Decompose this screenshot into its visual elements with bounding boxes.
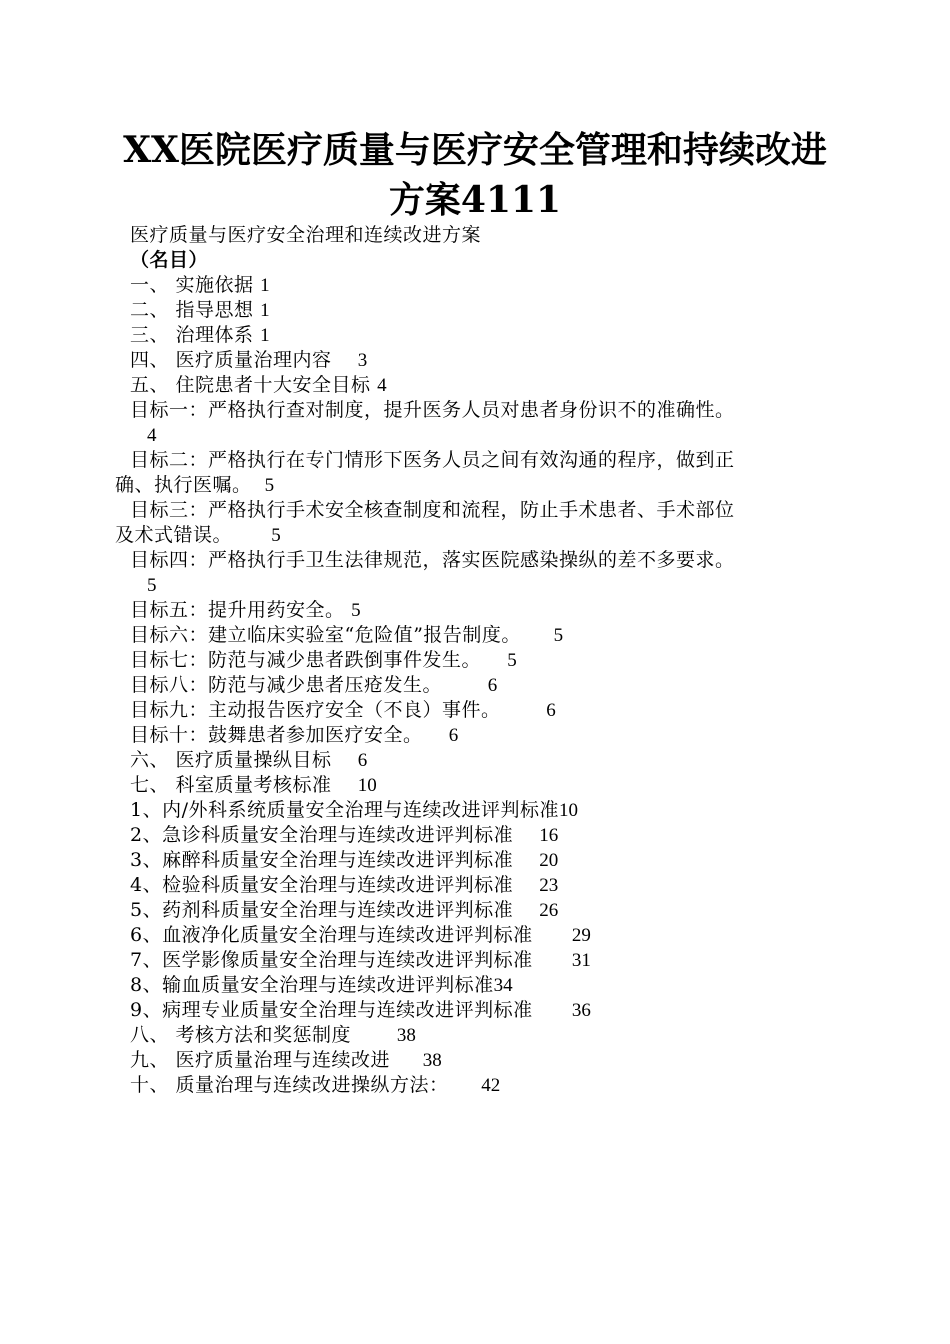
toc-entry-page: 5 [507,650,517,671]
toc-entry-page: 4 [147,425,157,446]
toc-heading: （名目） [130,249,209,271]
toc-entry[interactable] [115,1073,835,1098]
toc-entry-text: 目标七：防范与减少患者跌倒事件发生。 [130,649,482,671]
toc-entry-continuation [115,473,835,498]
toc-entry-continuation [115,573,835,598]
toc-entry-page: 6 [487,675,498,696]
toc-entry-page: 10 [357,775,377,796]
toc-entry-page: 29 [571,925,591,946]
toc-entry-text: 6、血液净化质量安全治理与连续改进评判标准 [130,924,533,946]
toc-entry-text: 目标八：防范与减少患者压疮发生。 [130,674,443,696]
toc-entry[interactable] [115,448,835,473]
toc-entry-text: 5、药剂科质量安全治理与连续改进评判标准 [130,899,514,921]
toc-entry-page: 4 [377,375,387,396]
toc-entry-text: 3、麻醉科质量安全治理与连续改进评判标准 [130,849,514,871]
toc-entry[interactable] [115,723,835,748]
toc-entry[interactable] [115,273,835,298]
table-of-contents [115,223,835,1098]
toc-entry-page: 38 [396,1025,416,1046]
toc-entry-page: 5 [264,475,275,496]
toc-entry-page: 10 [559,800,578,821]
toc-entry[interactable] [115,498,835,523]
toc-entry[interactable] [115,773,835,798]
toc-entry[interactable] [115,898,835,923]
toc-entry-text: 及术式错误。 [115,524,233,546]
toc-entry[interactable] [115,298,835,323]
toc-entry[interactable] [115,748,835,773]
toc-entry-text: 二、 指导思想 [130,299,254,321]
toc-entry-page: 16 [539,825,559,846]
toc-entry[interactable] [115,798,835,823]
toc-entry-text: 九、 医疗质量治理与连续改进 [130,1049,391,1071]
toc-entry-text: 1、内/外科系统质量安全治理与连续改进评判标准 [130,799,559,821]
toc-entry-page: 20 [539,850,559,871]
toc-entry[interactable] [115,948,835,973]
toc-entry-text: 8、输血质量安全治理与连续改进评判标准 [130,974,494,996]
toc-entry[interactable] [115,923,835,948]
toc-entry-text: 目标十：鼓舞患者参加医疗安全。 [130,724,423,746]
toc-entry[interactable] [115,348,835,373]
toc-entry-page: 6 [357,750,368,771]
toc-entry-text: 六、 医疗质量操纵目标 [130,749,332,771]
toc-entry-text: 三、 治理体系 [130,324,254,346]
toc-entry-text: 2、急诊科质量安全治理与连续改进评判标准 [130,824,514,846]
toc-entry-page: 1 [260,275,270,296]
document-subtitle: 医疗质量与医疗安全治理和连续改进方案 [130,224,482,246]
toc-entry-page: 5 [271,525,281,546]
toc-entry-page: 23 [539,875,559,896]
toc-entry[interactable] [115,698,835,723]
toc-entry-page: 3 [357,350,368,371]
toc-entry-text: 目标四：严格执行手卫生法律规范，落实医院感染操纵的差不多要求。 [130,549,735,571]
toc-entry-continuation [115,423,835,448]
toc-entry-page: 38 [422,1050,442,1071]
document-title-line-2: 方案4111 [388,179,562,221]
toc-entry-page: 5 [147,575,157,596]
toc-entry-page: 36 [571,1000,591,1021]
toc-entry-text: 9、病理专业质量安全治理与连续改进评判标准 [130,999,533,1021]
toc-entry-text: 七、 科室质量考核标准 [130,774,332,796]
toc-entry-text: 目标二：严格执行在专门情形下医务人员之间有效沟通的程序，做到正 [130,449,735,471]
toc-entry-page: 6 [448,725,459,746]
toc-entry-page: 42 [481,1075,501,1096]
toc-entry-page: 1 [260,300,270,321]
toc-entry-text: 目标六：建立临床实验室“危险值”报告制度。 [130,624,521,646]
toc-entry-page: 5 [553,625,564,646]
toc-entry[interactable] [115,848,835,873]
toc-entry-continuation [115,523,835,548]
toc-entry-page: 6 [546,700,556,721]
toc-entry-text: 四、 医疗质量治理内容 [130,349,332,371]
toc-entry[interactable] [115,823,835,848]
toc-entry[interactable] [115,548,835,573]
toc-entry-text: 八、 考核方法和奖惩制度 [130,1024,352,1046]
toc-entry-text: 7、医学影像质量安全治理与连续改进评判标准 [130,949,533,971]
toc-entry[interactable] [115,1048,835,1073]
toc-entry[interactable] [115,373,835,398]
toc-entry-text: 确、执行医嘱。 [115,474,252,496]
toc-entry[interactable] [115,323,835,348]
toc-entry-page: 31 [571,950,591,971]
toc-entry-page: 34 [493,975,513,996]
toc-entry[interactable] [115,623,835,648]
toc-entry[interactable] [115,873,835,898]
toc-entry[interactable] [115,1023,835,1048]
toc-entry-text: 十、 质量治理与连续改进操纵方法： [130,1074,449,1096]
toc-entry-text: 一、 实施依据 [130,274,254,296]
toc-entry-page: 26 [539,900,559,921]
toc-entry[interactable] [115,648,835,673]
toc-entry[interactable] [115,398,835,423]
toc-entry-text: 目标一：严格执行查对制度，提升医务人员对患者身份识不的准确性。 [130,399,735,421]
toc-entry[interactable] [115,598,835,623]
toc-entry-text: 4、检验科质量安全治理与连续改进评判标准 [130,874,514,896]
toc-entry-page: 5 [351,600,361,621]
toc-entry-text: 五、 住院患者十大安全目标 [130,374,371,396]
toc-entry-text: 目标九：主动报告医疗安全（不良）事件。 [130,699,501,721]
toc-entry[interactable] [115,998,835,1023]
document-title-line-1: XX医院医疗质量与医疗安全管理和持续改进 [123,129,827,171]
toc-entry[interactable] [115,973,835,998]
toc-entry[interactable] [115,673,835,698]
toc-entry-page: 1 [260,325,270,346]
toc-entry-text: 目标五：提升用药安全。 [130,599,345,621]
toc-entry-text: 目标三：严格执行手术安全核查制度和流程，防止手术患者、手术部位 [130,499,735,521]
